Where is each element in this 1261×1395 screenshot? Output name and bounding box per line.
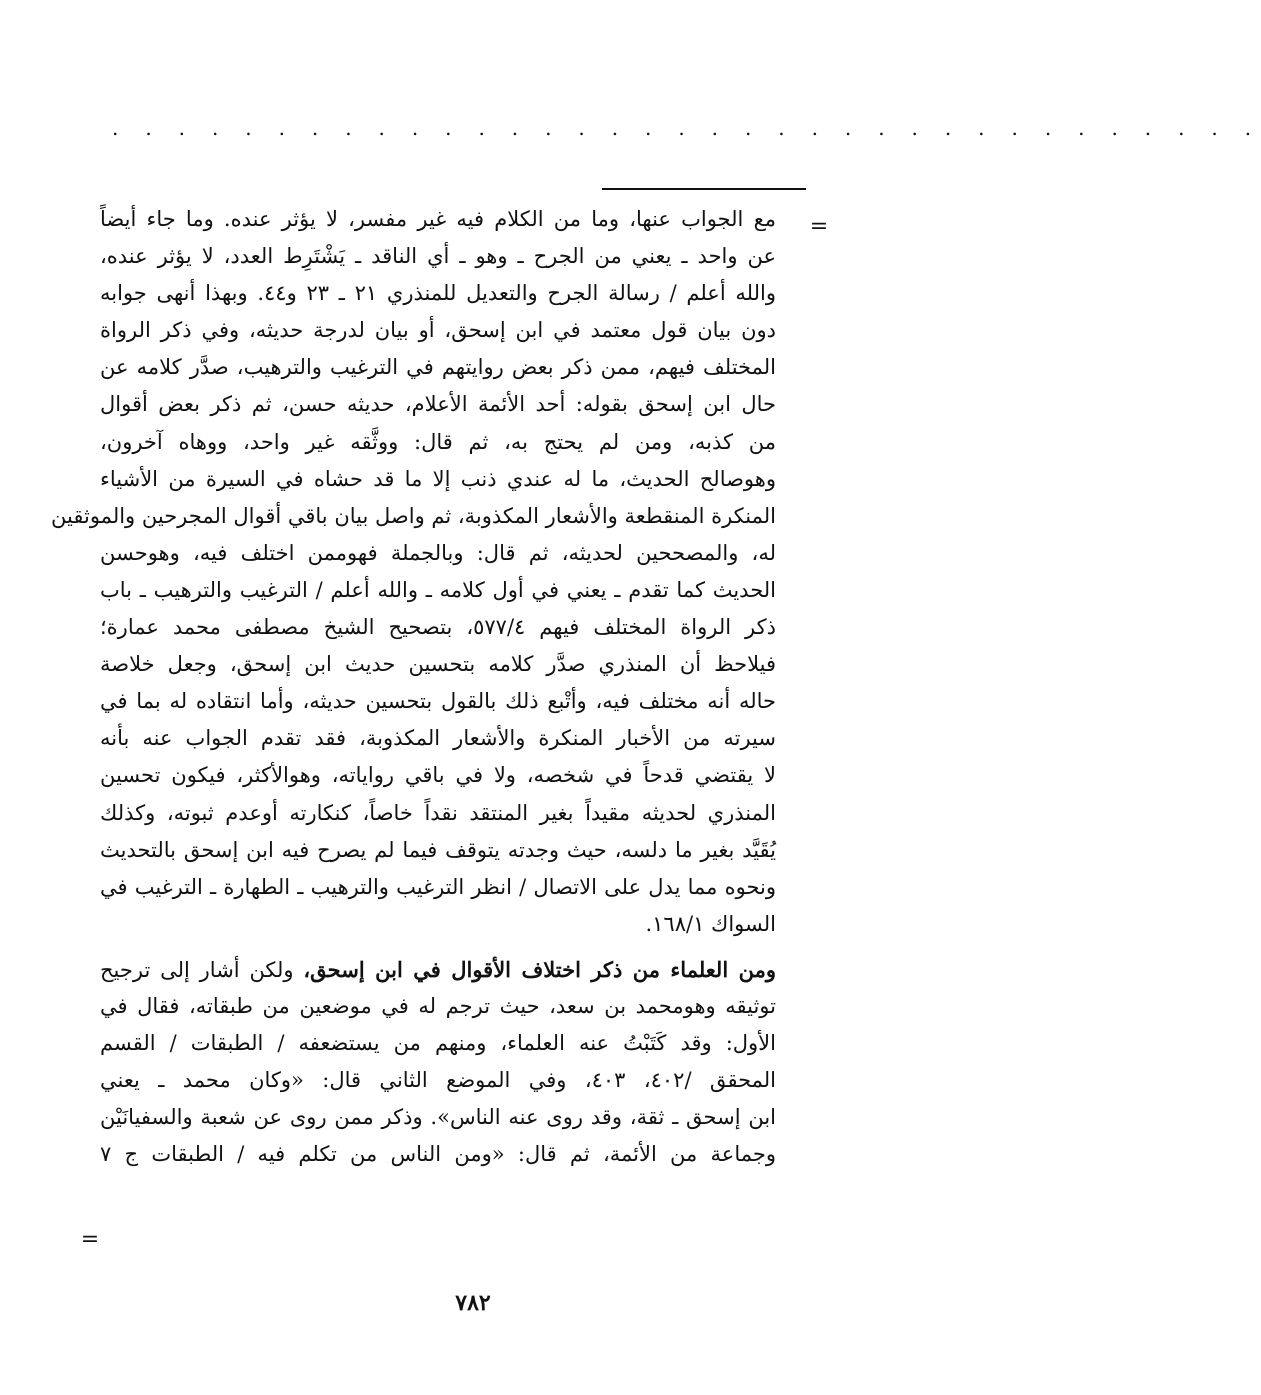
text-line: توثيقه وهومحمد بن سعد، حيث ترجم له في موضعين من طبقاته، فقال في (100, 993, 776, 1018)
text-line: مع الجواب عنها، وما من الكلام فيه غير مفسر، لا يؤثر عنده. وما جاء أيضاً (100, 207, 776, 231)
text-line: السواك ١٦٨/١. (645, 911, 776, 936)
text-line: والله أعلم / رسالة الجرح والتعديل للمنذري ٢١ ـ ٢٣ و٤٤. وبهذا أنهى جوابه (100, 281, 776, 306)
paragraph-1 (51, 201, 776, 943)
text-line: له، والمصححين لحديثه، ثم قال: وبالجملة فهوممن اختلف فيه، وهوحسن (100, 540, 776, 565)
footnote-rule (602, 188, 806, 190)
text-line: وهوصالح الحديث، ما له عندي ذنب إلا ما قد حشاه في السيرة من الأشياء (100, 466, 776, 491)
continuation-mark-bottom: = (80, 1227, 100, 1252)
text-line: المحقق /٤٠٢، ٤٠٣، وفي الموضع الثاني قال: «وكان محمد ـ يعني (100, 1068, 776, 1093)
paragraph-2 (100, 951, 776, 1174)
text-line: سيرته من الأخبار المنكرة والأشعار المكذوبة، فقد تقدم الجواب عنه بأنه (100, 726, 776, 751)
text-line: حال ابن إسحق بقوله: أحد الأئمة الأعلام، حديثه حسن، ثم ذكر بعض أقوال (100, 392, 776, 417)
bold-lead: ومن العلماء من ذكر اختلاف الأقوال في ابن إسحق، (303, 956, 776, 982)
text-line: دون بيان قول معتمد في ابن إسحق، أو بيان لدرجة حديثه، وفي ذكر الرواة (100, 318, 776, 343)
text-line: الأول: وقد كَتَبْتُ عنه العلماء، ومنهم من يستضعفه / الطبقات / القسم (100, 1031, 776, 1056)
text-line: من كذبه، ومن لم يحتج به، ثم قال: ووثَّقه غير واحد، ووهاه آخرون، (100, 429, 776, 454)
text-line: ذكر الرواة المختلف فيهم ٥٧٧/٤، بتصحيح الشيخ مصطفى محمد عمارة؛ (100, 615, 776, 640)
text-line: المنذري لحديثه مقيداً بغير المنتقد نقداً خاصاً، كنكارته أوعدم ثبوته، وكذلك (100, 800, 776, 825)
text-line (100, 951, 776, 988)
text-line: يُقَيَّد بغير ما دلسه، حيث وجدته يتوقف فيما لم يصرح فيه ابن إسحق بالتحديث (100, 837, 776, 862)
text-line: عن واحد ـ يعني من الجرح ـ وهو ـ أي الناقد ـ يَشْتَرِط العدد، لا يؤثر عنده، (100, 244, 776, 269)
continuation-mark-top: = (809, 214, 829, 239)
text-line: ونحوه مما يدل على الاتصال / انظر الترغيب والترهيب ـ الطهارة ـ الترغيب في (100, 874, 776, 899)
footnote-text (51, 201, 776, 1173)
text-line: المنكرة المنقطعة والأشعار المكذوبة، ثم واصل بيان باقي أقوال المجرحين والموثقين (51, 503, 776, 528)
text-run: ولكن أشار إلى ترجيح (100, 957, 304, 982)
text-line: المختلف فيهم، ممن ذكر بعض روايتهم في الترغيب والترهيب، صدَّر كلامه عن (100, 355, 776, 380)
text-line: فيلاحظ أن المنذري صدَّر كلامه بتحسين حديث ابن إسحق، وجعل خلاصة (100, 652, 776, 677)
text-line: حاله أنه مختلف فيه، وأتْبع ذلك بالقول بتحسين حديثه، وأما انتقاده له بما في (100, 689, 776, 714)
paragraph-gap (100, 943, 776, 951)
text-line: الحديث كما تقدم ـ يعني في أول كلامه ـ والله أعلم / الترغيب والترهيب ـ باب (100, 577, 776, 602)
text-line: وجماعة من الأئمة، ثم قال: «ومن الناس من تكلم فيه / الطبقات ج ٧ (100, 1142, 776, 1167)
page-number: ٧٨٢ (455, 1290, 491, 1316)
text-line: ابن إسحق ـ ثقة، وقد روى عنه الناس». وذكر ممن روى عن شعبة والسفيانَيْن (100, 1105, 776, 1130)
text-line: لا يقتضي قدحاً في شخصه، ولا في باقي رواياته، وهوالأكثر، فيكون تحسين (100, 763, 776, 788)
separator-dots: . . . . . . . . . . . . . . . . . . . . . . . . . . . . . . . . . . . (112, 116, 1261, 140)
